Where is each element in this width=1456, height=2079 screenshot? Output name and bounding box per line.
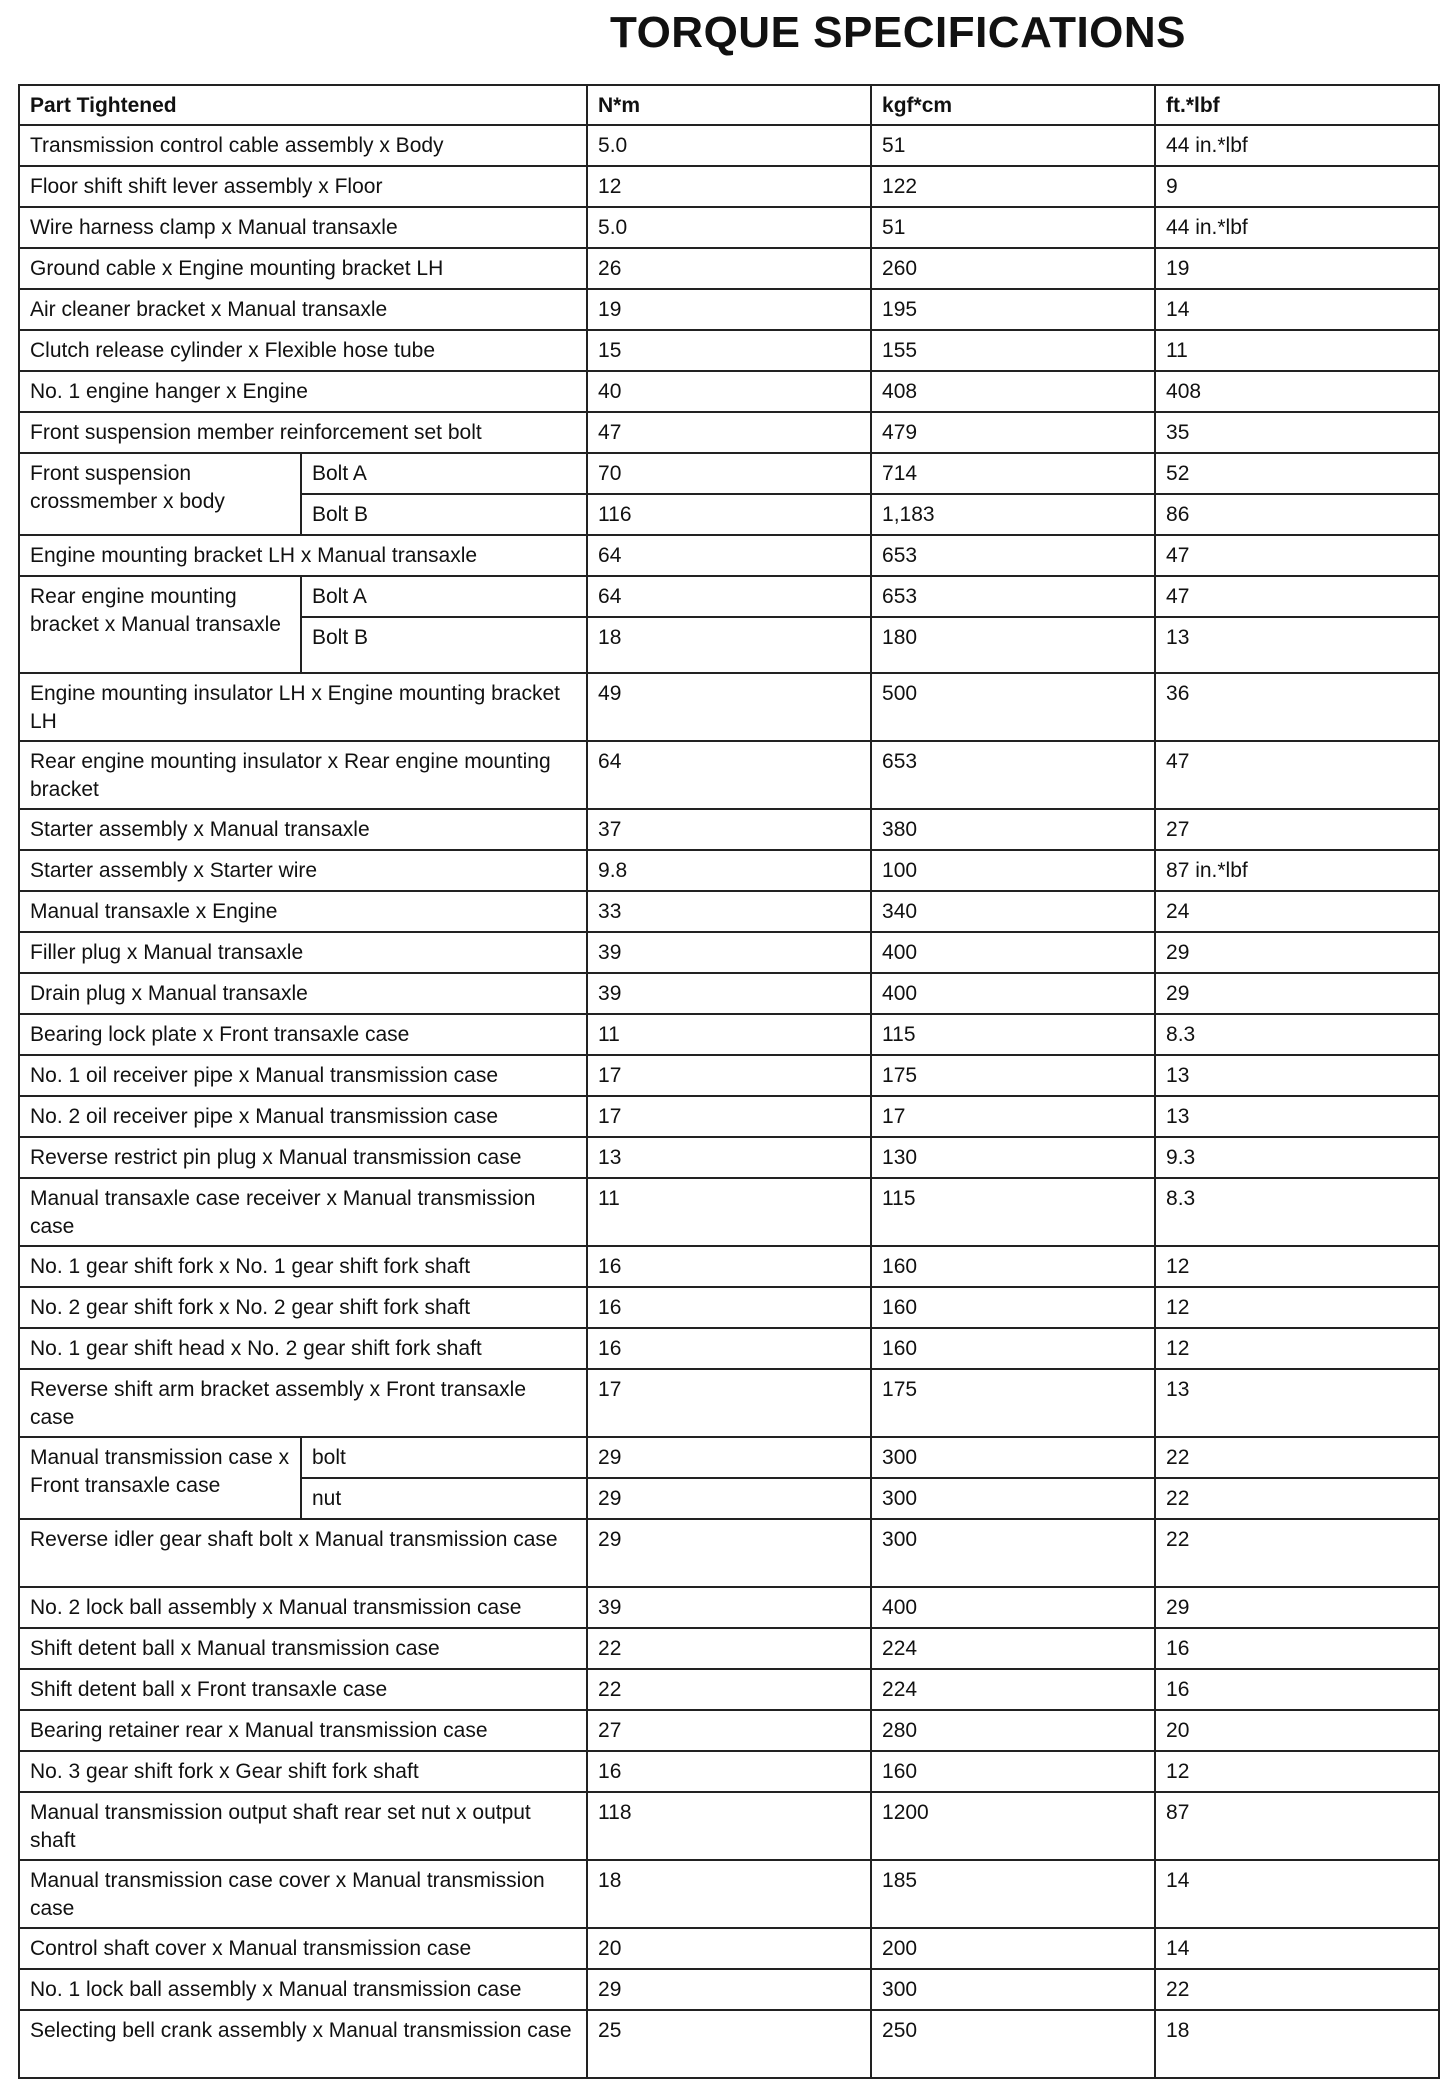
nm-cell: 49 [587,673,871,741]
table-row [19,1969,1439,2010]
nm-cell: 5.0 [587,125,871,166]
part-cell: Clutch release cylinder x Flexible hose tube [19,330,587,371]
sub-part-cell: Bolt A [301,453,587,494]
nm-cell: 29 [587,1969,871,2010]
part-cell: Manual transaxle x Engine [19,891,587,932]
kgf-cell: 300 [871,1969,1155,2010]
part-cell: Drain plug x Manual transaxle [19,973,587,1014]
ft-cell: 22 [1155,1969,1439,2010]
header-ft-lbf: ft.*lbf [1155,85,1439,125]
part-cell: Shift detent ball x Manual transmission case [19,1628,587,1669]
nm-cell: 16 [587,1246,871,1287]
part-cell: Control shaft cover x Manual transmission case [19,1928,587,1969]
kgf-cell: 653 [871,741,1155,809]
part-cell: Manual transmission output shaft rear set nut x output shaft [19,1792,587,1860]
kgf-cell: 122 [871,166,1155,207]
kgf-cell: 115 [871,1178,1155,1246]
ft-cell: 8.3 [1155,1178,1439,1246]
part-cell: Engine mounting bracket LH x Manual transaxle [19,535,587,576]
part-cell: No. 2 lock ball assembly x Manual transmission case [19,1587,587,1628]
ft-cell: 14 [1155,289,1439,330]
part-cell: Manual transaxle case receiver x Manual transmission case [19,1178,587,1246]
kgf-cell: 160 [871,1751,1155,1792]
part-cell: Ground cable x Engine mounting bracket LH [19,248,587,289]
nm-cell: 22 [587,1628,871,1669]
ft-cell: 16 [1155,1628,1439,1669]
kgf-cell: 130 [871,1137,1155,1178]
kgf-cell: 17 [871,1096,1155,1137]
table-row [19,1246,1439,1287]
nm-cell: 11 [587,1014,871,1055]
ft-cell: 22 [1155,1437,1439,1478]
table-row [19,1137,1439,1178]
kgf-cell: 115 [871,1014,1155,1055]
kgf-cell: 300 [871,1519,1155,1587]
nm-cell: 64 [587,741,871,809]
kgf-cell: 1,183 [871,494,1155,535]
part-group-cell: Rear engine mounting bracket x Manual transaxle [19,576,301,673]
kgf-cell: 175 [871,1055,1155,1096]
table-row [19,125,1439,166]
sub-part-cell: Bolt B [301,617,587,673]
kgf-cell: 180 [871,617,1155,673]
part-cell: Shift detent ball x Front transaxle case [19,1669,587,1710]
table-row [19,809,1439,850]
table-row [19,1587,1439,1628]
kgf-cell: 380 [871,809,1155,850]
kgf-cell: 160 [871,1328,1155,1369]
nm-cell: 16 [587,1287,871,1328]
table-row [19,1014,1439,1055]
nm-cell: 39 [587,973,871,1014]
table-row [19,1055,1439,1096]
ft-cell: 18 [1155,2010,1439,2078]
table-row [19,1928,1439,1969]
table-row [19,1519,1439,1587]
table-row [19,1710,1439,1751]
header-part-tightened: Part Tightened [19,85,587,125]
ft-cell: 44 in.*lbf [1155,125,1439,166]
part-cell: No. 1 gear shift fork x No. 1 gear shift fork shaft [19,1246,587,1287]
part-cell: Engine mounting insulator LH x Engine mounting bracket LH [19,673,587,741]
kgf-cell: 408 [871,371,1155,412]
nm-cell: 64 [587,576,871,617]
ft-cell: 13 [1155,617,1439,673]
kgf-cell: 400 [871,1587,1155,1628]
part-cell: Reverse shift arm bracket assembly x Front transaxle case [19,1369,587,1437]
table-row [19,1328,1439,1369]
ft-cell: 9 [1155,166,1439,207]
table-row [19,371,1439,412]
ft-cell: 12 [1155,1246,1439,1287]
ft-cell: 14 [1155,1860,1439,1928]
kgf-cell: 195 [871,289,1155,330]
table-row [19,2010,1439,2078]
kgf-cell: 300 [871,1478,1155,1519]
kgf-cell: 653 [871,576,1155,617]
part-cell: Starter assembly x Starter wire [19,850,587,891]
table-row [19,535,1439,576]
nm-cell: 13 [587,1137,871,1178]
sub-part-cell: bolt [301,1437,587,1478]
table-row [19,1287,1439,1328]
table-row [19,412,1439,453]
nm-cell: 16 [587,1751,871,1792]
nm-cell: 15 [587,330,871,371]
page-title: TORQUE SPECIFICATIONS [610,8,1187,57]
part-cell: Starter assembly x Manual transaxle [19,809,587,850]
table-row [19,576,1439,617]
kgf-cell: 400 [871,973,1155,1014]
ft-cell: 13 [1155,1096,1439,1137]
table-row [19,1628,1439,1669]
ft-cell: 8.3 [1155,1014,1439,1055]
ft-cell: 35 [1155,412,1439,453]
header-nm: N*m [587,85,871,125]
kgf-cell: 300 [871,1437,1155,1478]
nm-cell: 64 [587,535,871,576]
kgf-cell: 185 [871,1860,1155,1928]
header-kgf-cm: kgf*cm [871,85,1155,125]
nm-cell: 27 [587,1710,871,1751]
part-group-cell: Manual transmission case x Front transaxle case [19,1437,301,1519]
table-row [19,1860,1439,1928]
kgf-cell: 155 [871,330,1155,371]
part-cell: Floor shift shift lever assembly x Floor [19,166,587,207]
nm-cell: 26 [587,248,871,289]
ft-cell: 27 [1155,809,1439,850]
table-row [19,850,1439,891]
nm-cell: 19 [587,289,871,330]
nm-cell: 18 [587,617,871,673]
nm-cell: 18 [587,1860,871,1928]
table-row [19,1669,1439,1710]
table-row [19,932,1439,973]
table-row [19,166,1439,207]
ft-cell: 22 [1155,1478,1439,1519]
ft-cell: 13 [1155,1369,1439,1437]
table-row [19,1751,1439,1792]
nm-cell: 22 [587,1669,871,1710]
table-row [19,1792,1439,1860]
part-cell: No. 1 gear shift head x No. 2 gear shift fork shaft [19,1328,587,1369]
kgf-cell: 714 [871,453,1155,494]
table-header-row [19,85,1439,125]
kgf-cell: 500 [871,673,1155,741]
ft-cell: 87 [1155,1792,1439,1860]
nm-cell: 20 [587,1928,871,1969]
sub-part-cell: nut [301,1478,587,1519]
nm-cell: 39 [587,932,871,973]
kgf-cell: 160 [871,1246,1155,1287]
ft-cell: 29 [1155,973,1439,1014]
ft-cell: 9.3 [1155,1137,1439,1178]
sub-part-cell: Bolt B [301,494,587,535]
ft-cell: 16 [1155,1669,1439,1710]
ft-cell: 22 [1155,1519,1439,1587]
part-cell: No. 2 oil receiver pipe x Manual transmission case [19,1096,587,1137]
part-cell: No. 1 engine hanger x Engine [19,371,587,412]
nm-cell: 29 [587,1437,871,1478]
part-cell: Air cleaner bracket x Manual transaxle [19,289,587,330]
part-cell: Reverse restrict pin plug x Manual transmission case [19,1137,587,1178]
ft-cell: 47 [1155,741,1439,809]
ft-cell: 12 [1155,1751,1439,1792]
kgf-cell: 51 [871,207,1155,248]
nm-cell: 17 [587,1096,871,1137]
kgf-cell: 224 [871,1669,1155,1710]
nm-cell: 47 [587,412,871,453]
ft-cell: 14 [1155,1928,1439,1969]
ft-cell: 86 [1155,494,1439,535]
part-cell: No. 1 oil receiver pipe x Manual transmission case [19,1055,587,1096]
nm-cell: 25 [587,2010,871,2078]
torque-spec-table [18,84,1440,2079]
ft-cell: 29 [1155,932,1439,973]
ft-cell: 47 [1155,535,1439,576]
ft-cell: 12 [1155,1328,1439,1369]
kgf-cell: 260 [871,248,1155,289]
part-group-cell: Front suspension crossmember x body [19,453,301,535]
table-row [19,973,1439,1014]
kgf-cell: 175 [871,1369,1155,1437]
table-row [19,289,1439,330]
nm-cell: 37 [587,809,871,850]
nm-cell: 12 [587,166,871,207]
part-cell: Wire harness clamp x Manual transaxle [19,207,587,248]
table-row [19,207,1439,248]
kgf-cell: 200 [871,1928,1155,1969]
part-cell: No. 2 gear shift fork x No. 2 gear shift fork shaft [19,1287,587,1328]
ft-cell: 11 [1155,330,1439,371]
ft-cell: 20 [1155,1710,1439,1751]
ft-cell: 408 [1155,371,1439,412]
nm-cell: 5.0 [587,207,871,248]
kgf-cell: 400 [871,932,1155,973]
kgf-cell: 100 [871,850,1155,891]
ft-cell: 47 [1155,576,1439,617]
nm-cell: 9.8 [587,850,871,891]
table-row [19,1178,1439,1246]
ft-cell: 36 [1155,673,1439,741]
part-cell: Selecting bell crank assembly x Manual transmission case [19,2010,587,2078]
nm-cell: 39 [587,1587,871,1628]
nm-cell: 118 [587,1792,871,1860]
ft-cell: 44 in.*lbf [1155,207,1439,248]
nm-cell: 40 [587,371,871,412]
kgf-cell: 1200 [871,1792,1155,1860]
table-row [19,741,1439,809]
ft-cell: 24 [1155,891,1439,932]
kgf-cell: 51 [871,125,1155,166]
part-cell: Rear engine mounting insulator x Rear engine mounting bracket [19,741,587,809]
table-row [19,1437,1439,1478]
part-cell: Reverse idler gear shaft bolt x Manual transmission case [19,1519,587,1587]
kgf-cell: 479 [871,412,1155,453]
table-row [19,891,1439,932]
nm-cell: 29 [587,1478,871,1519]
kgf-cell: 280 [871,1710,1155,1751]
kgf-cell: 340 [871,891,1155,932]
nm-cell: 70 [587,453,871,494]
nm-cell: 17 [587,1055,871,1096]
table-row [19,248,1439,289]
kgf-cell: 250 [871,2010,1155,2078]
kgf-cell: 160 [871,1287,1155,1328]
kgf-cell: 224 [871,1628,1155,1669]
ft-cell: 13 [1155,1055,1439,1096]
part-cell: Bearing retainer rear x Manual transmission case [19,1710,587,1751]
ft-cell: 87 in.*lbf [1155,850,1439,891]
table-row [19,673,1439,741]
nm-cell: 16 [587,1328,871,1369]
table-row [19,453,1439,494]
kgf-cell: 653 [871,535,1155,576]
part-cell: Bearing lock plate x Front transaxle case [19,1014,587,1055]
ft-cell: 52 [1155,453,1439,494]
part-cell: Filler plug x Manual transaxle [19,932,587,973]
nm-cell: 17 [587,1369,871,1437]
table-row [19,1096,1439,1137]
ft-cell: 19 [1155,248,1439,289]
part-cell: No. 3 gear shift fork x Gear shift fork shaft [19,1751,587,1792]
part-cell: No. 1 lock ball assembly x Manual transmission case [19,1969,587,2010]
nm-cell: 29 [587,1519,871,1587]
sub-part-cell: Bolt A [301,576,587,617]
table-row [19,330,1439,371]
nm-cell: 11 [587,1178,871,1246]
nm-cell: 116 [587,494,871,535]
table-row [19,1369,1439,1437]
nm-cell: 33 [587,891,871,932]
part-cell: Transmission control cable assembly x Body [19,125,587,166]
ft-cell: 29 [1155,1587,1439,1628]
part-cell: Manual transmission case cover x Manual transmission case [19,1860,587,1928]
part-cell: Front suspension member reinforcement set bolt [19,412,587,453]
ft-cell: 12 [1155,1287,1439,1328]
